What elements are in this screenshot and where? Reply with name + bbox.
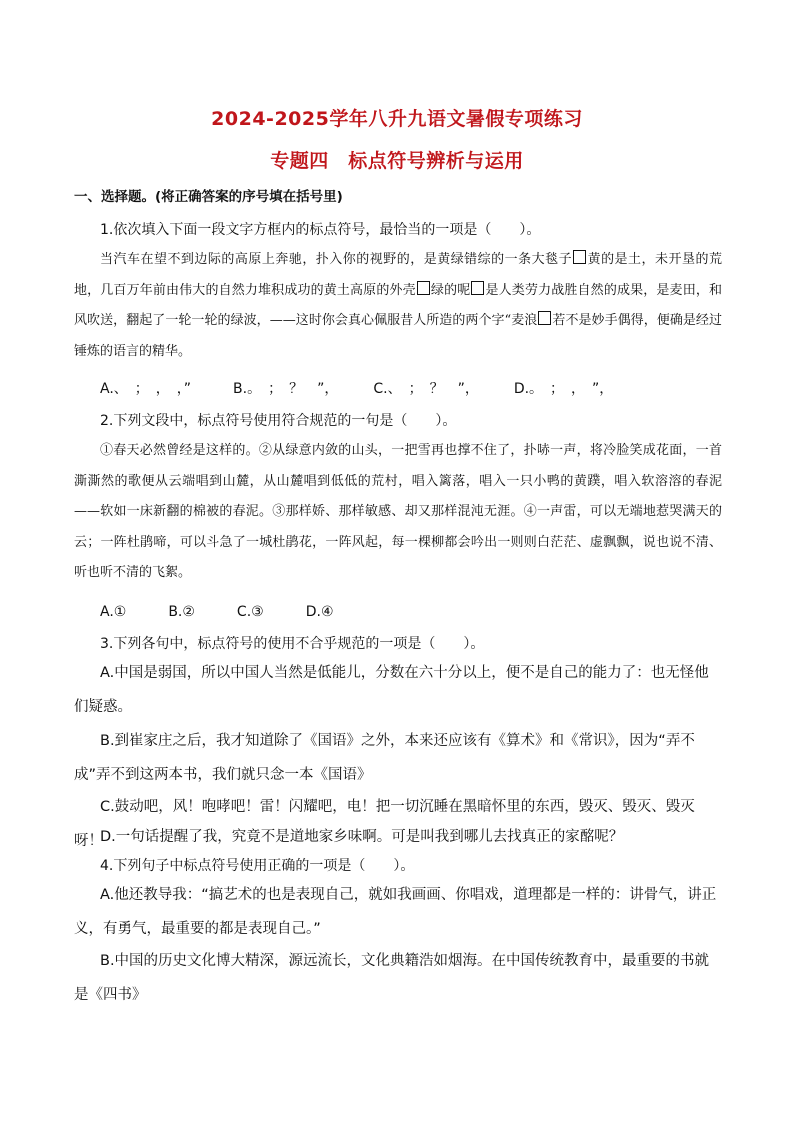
question-4-stem: 4.下列句子中标点符号使用正确的一项是（ ）。 [100, 858, 415, 874]
document-subtitle: 专题四 标点符号辨析与运用 [270, 150, 524, 172]
passage-1-part-b: 黄的是土，未开垦的荒地，几百万年前由伟大的自然力堆积成功的黄土高原的外壳 [74, 252, 722, 298]
question-3-stem: 3.下列各句中，标点符号的使用不合乎规范的一项是（ ）。 [100, 636, 485, 652]
document-title: 2024-2025学年八升九语文暑假专项练习 [211, 108, 583, 130]
section-heading: 一、选择题。(将正确答案的序号填在括号里) [74, 189, 343, 205]
question-1-stem: 1.依次填入下面一段文字方框内的标点符号，最恰当的一项是（ ）。 [100, 222, 541, 238]
passage-1-part-a: 当汽车在望不到边际的高原上奔驰，扑入你的视野的，是黄绿错综的一条大毯子 [100, 252, 573, 267]
question-3-option-b: B.到崔家庄之后，我才知道除了《国语》之外，本来还应该有《算术》和《常识》，因为“弄不成”弄不到这两本书，我们就只念一本《国语》 [74, 733, 695, 783]
blank-box-2 [417, 281, 430, 295]
blank-box-4 [538, 311, 551, 325]
question-4-option-a: A.他还教导我：“搞艺术的也是表现自己，就如我画画、你唱戏，道理都是一样的：讲骨气，讲正义，有勇气，最重要的都是表现自己。” [74, 887, 717, 937]
question-2-passage: ①春天必然曾经是这样的。②从绿意内敛的山头，一把雪再也撑不住了，扑哧一声，将冷脸笑成花面，一首澌澌然的歌便从云端唱到山麓，从山麓唱到低低的荒村，唱入篱落，唱入一只小鸭的黄蹼，唱入软溶溶的春泥——软如一床新翻的棉被的春泥。③那样娇、那样敏感、却又那样混沌无涯。④一声雷，可以无端地惹哭满天的云；一阵杜鹃啼，可以斗急了一城杜鹃花，一阵风起，每一棵柳都会吟出一则则白茫茫、虚飘飘，说也说不清、听也听不清的飞絮。 [74, 443, 722, 580]
blank-box-3 [471, 281, 484, 295]
question-3-option-d: D.一句话提醒了我，究竟不是道地家乡味啊。可是叫我到哪儿去找真正的家酩呢？ [100, 829, 624, 845]
question-3-option-a: A.中国是弱国，所以中国人当然是低能儿，分数在六十分以上，便不是自己的能力了：也无怪他们疑惑。 [74, 665, 709, 715]
blank-box-1 [573, 250, 586, 264]
passage-1-part-e: 若不是妙手偶得，便确是经过锤炼的语言的精华。 [74, 313, 722, 359]
question-1-passage [74, 245, 722, 367]
passage-1-part-d: 是人类劳力战胜自然的成果，是麦田，和风吹送，翻起了一轮一轮的绿波，——这时你会真心佩服昔人所造的两个字“麦浪 [74, 282, 722, 328]
question-4-option-b: B.中国的历史文化博大精深，源远流长，文化典籍浩如烟海。在中国传统教育中，最重要的书就是《四书》 [74, 953, 710, 1003]
question-2-stem: 2.下列文段中，标点符号使用符合规范的一句是（ ）。 [100, 413, 457, 429]
question-3-option-c: C.鼓动吧，风！咆哮吧！雷！闪耀吧，电！把一切沉睡在黑暗怀里的东西，毁灭、毁灭、毁灭呀！ [74, 799, 695, 849]
question-1-options: A.、 ； ， ，” B.。 ； ？ ”， C.、 ； ？ ”， D.。 ； ， ”， [100, 381, 614, 397]
question-2-options: A.① B.② C.③ D.④ [100, 604, 334, 620]
passage-1-part-c: 绿的呢 [430, 282, 471, 298]
